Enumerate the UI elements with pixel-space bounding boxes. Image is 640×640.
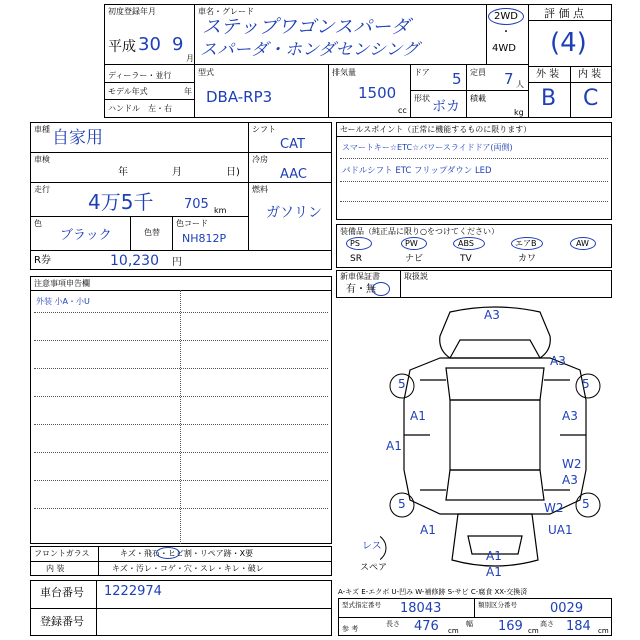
name-label: 車名・グレード [198,7,254,16]
length-unit: cm [448,627,459,635]
sales-title: セールスポイント（正常に機能するものに限ります） [340,125,532,134]
divider [194,64,195,118]
drive-sep: ・ [501,27,511,38]
mark-a1-bumper-2: A1 [486,565,502,579]
divider [30,250,332,251]
notes-rule [34,480,328,481]
exterior-label: 外 装 [536,69,560,80]
inspection-year: 年 [118,167,128,178]
height-value: 184 [566,619,591,634]
color-value: ブラック [60,228,112,243]
car-rear-window [446,470,544,500]
inspection-day: 日) [226,167,240,178]
length-label: 長さ [386,620,400,628]
spare-circle-text: レス [362,541,382,552]
class-value: 0029 [550,601,584,616]
chassis-label: 車台番号 [40,586,84,599]
model-year-label: モデル年式 [108,87,148,96]
divider [130,216,131,250]
divider [180,290,181,544]
inspection-label: 車検 [34,155,50,164]
windshield-label: フロントガラス [34,549,90,558]
capacity-unit: 人 [516,80,524,89]
divider [172,216,173,250]
mileage-value: 4万5千 [88,190,154,214]
notes-rule [34,368,328,369]
color-label: 色 [34,219,42,228]
interior-options: キズ・汚レ・コゲ・穴・スレ・キレ・破レ [112,564,264,573]
notes-line1: 外装 小A・小U [36,297,90,306]
car-diagram [380,300,610,590]
equip-leather: カワ [518,254,537,264]
mileage-sub: 705 [184,197,209,212]
mark-5-fl: 5 [398,377,406,391]
divider [248,182,332,183]
grade-label: 評 価 点 [544,7,584,20]
divider [410,64,411,118]
car-windshield [446,368,544,400]
damage-legend: A-キズ E-エクボ U-凹み W-補修跡 S-サビ C-腐食 XX-交換済 [338,588,528,596]
divider [336,136,612,137]
equip-aw: AW [576,239,589,248]
usage-value: 自家用 [52,128,103,148]
mark-a3-right-top: A3 [550,354,566,368]
shift-label: シフト [252,125,276,134]
length-value: 476 [414,619,439,634]
usage-label: 車種 [34,125,50,134]
type-cert-value: 18043 [400,601,442,616]
color-code-value: NH812P [182,232,227,245]
color-code-label: 色コード [176,219,208,228]
warranty-label: 新車保証書 [340,272,380,281]
recycle-value: 10,230 [110,253,159,269]
notes-rule [34,340,328,341]
divider [338,617,612,618]
divider [30,152,248,153]
divider [104,99,194,100]
divider [340,158,608,159]
displacement-unit: cc [398,106,407,115]
equip-navi: ナビ [405,254,424,264]
fuel-label: 燃料 [252,185,268,194]
shape-label: 形状 [414,94,430,103]
handle-label: ハンドル 左・右 [108,104,172,113]
dim-label: 参 考 [342,625,359,633]
load-label: 積載 [470,94,486,103]
car-name: ステップワゴンスパーダ [202,16,411,38]
era: 平成 [108,39,136,55]
month-unit: 月 [186,54,194,63]
divider [474,598,475,617]
divider [486,4,487,64]
car-roof [450,400,540,470]
reg-month: 9 [172,34,184,55]
spare-label: スペア [360,563,388,573]
booklet-label: 取扱説 [404,272,428,281]
grade-value: (4) [550,28,587,58]
mileage-label: 走行 [34,185,50,194]
divider [328,64,329,118]
notes-rule [34,508,328,509]
height-unit: cm [598,627,609,635]
sales-line1: スマートキー☆ETC☆パワースライドドア(両側) [342,143,513,152]
car-body [404,358,586,514]
recycle-unit: 円 [172,257,182,268]
reg-year: 30 [138,34,161,55]
drive-2wd: 2WD [494,11,518,22]
aircon-label: 冷房 [252,155,268,164]
windshield-circle [156,547,180,559]
reg-label: 登録番号 [40,615,84,628]
notes-rule [34,424,328,425]
door-value: 5 [452,70,462,88]
equip-sr: SR [350,254,362,264]
interior-label: 内 装 [578,69,602,80]
warranty-value: 有・無 [346,284,376,295]
equip-pw: PW [405,239,418,248]
height-label: 高さ [540,620,554,628]
equipment-title: 装備品（純正品に限り○をつけてください） [340,227,499,236]
divider [96,580,97,636]
divider [466,64,467,118]
mark-5-rl: 5 [398,497,406,511]
drive-4wd: 4WD [492,43,516,54]
shift-value: CAT [280,137,305,152]
notes-title: 注意事項申告欄 [34,279,90,288]
katashiki-label: 型式 [198,68,214,77]
divider [30,608,332,609]
fuel-value: ガソリン [266,205,322,221]
divider [104,64,528,65]
divider [194,4,195,64]
equip-tv: TV [460,254,472,264]
divider [30,182,248,183]
mark-ua1: UA1 [548,523,573,537]
door-label: ドア [414,68,430,77]
notes-block [30,276,332,544]
sales-line2: パドルシフト ETC フリップダウン LED [342,166,492,176]
width-unit: cm [528,627,539,635]
mark-a1-left-1: A1 [410,409,426,423]
interior-label: 内 装 [46,564,65,573]
chassis-value: 1222974 [104,584,162,599]
mileage-unit: km [214,206,227,215]
mark-a1-rear-left: A1 [420,523,436,537]
displacement-value: 1500 [358,84,397,102]
mark-5-rr: 5 [582,497,590,511]
first-reg-label: 初度登録年月 [108,7,156,16]
equip-abs: ABS [458,239,474,248]
mark-a3-right-low: A3 [562,473,578,487]
shape-value: ボカ [432,99,460,115]
mark-5-fr: 5 [582,377,590,391]
divider [248,152,332,153]
warranty-circle [372,282,390,296]
divider [30,290,332,291]
load-unit: kg [514,108,524,117]
mark-a3-top: A3 [484,308,500,322]
divider [104,82,194,83]
width-label: 幅 [466,620,473,628]
notes-rule [34,312,328,313]
divider [528,4,529,118]
mark-a1-left-2: A1 [386,439,402,453]
color-change-label: 色替 [144,228,160,237]
windshield-options: キズ・飛石・ヒビ割・リペア跡・X要 [120,549,254,558]
mark-w2-right: W2 [562,457,582,471]
divider [410,90,528,91]
divider [248,122,249,250]
mark-w2-rr: W2 [544,501,564,515]
capacity-value: 7 [504,70,514,88]
divider [340,201,608,202]
mark-a1-bumper-1: A1 [486,549,502,563]
model-year-unit: 年 [184,87,192,96]
divider [400,270,401,298]
equip-airbag: エアB [515,239,537,248]
divider [340,181,608,182]
katashiki-value: DBA-RP3 [206,88,273,106]
divider [30,561,332,562]
inspection-month: 月 [172,167,182,178]
car-grade: スパーダ・ホンダセンシング [200,40,420,60]
aircon-value: AAC [280,167,307,182]
divider [30,216,248,217]
equip-ps: PS [350,239,360,248]
recycle-label: R券 [34,255,51,266]
displacement-label: 排気量 [332,68,356,77]
class-label: 類別区分番号 [478,601,517,609]
divider [98,546,99,576]
notes-rule [34,396,328,397]
interior-grade: C [583,86,599,111]
notes-rule [34,452,328,453]
divider [570,66,571,118]
type-cert-label: 型式指定番号 [342,601,381,609]
capacity-label: 定員 [470,68,486,77]
dealer-label: ディーラー・並行 [108,71,172,80]
divider [528,20,612,21]
mark-a3-right-mid: A3 [562,409,578,423]
width-value: 169 [498,619,523,634]
car-hood [450,340,540,358]
exterior-grade: B [541,86,557,111]
